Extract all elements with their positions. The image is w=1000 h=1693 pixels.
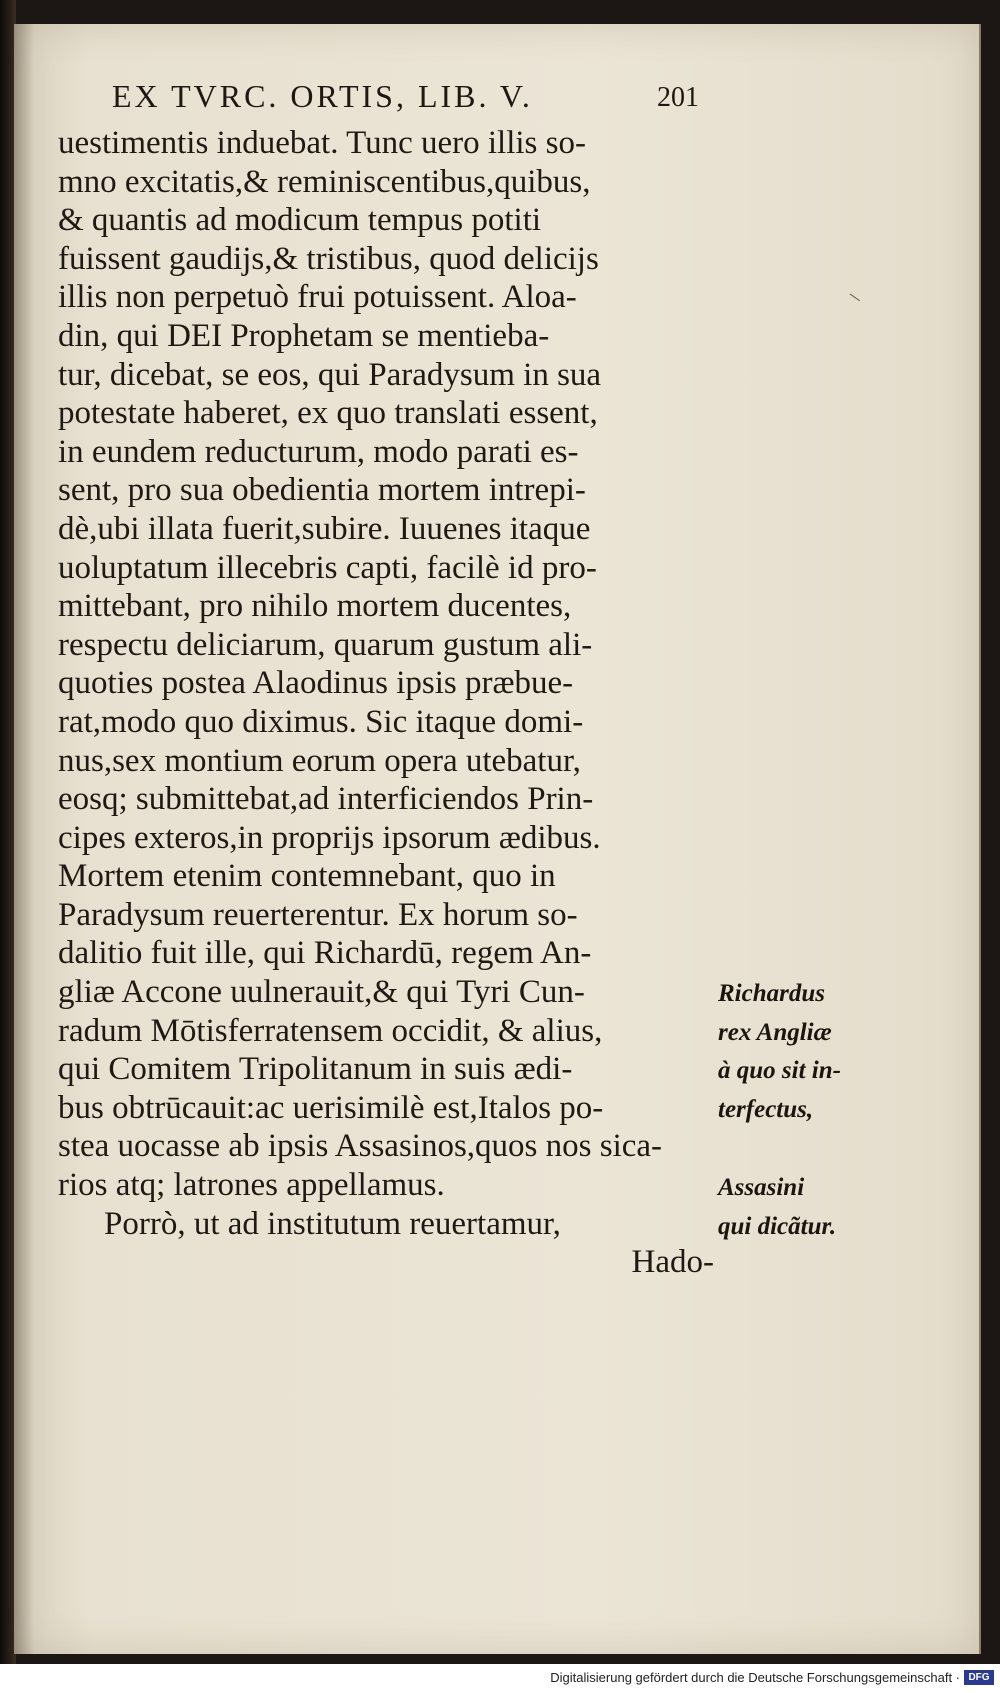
page-number: 201 [657, 82, 699, 113]
text-line: radum Mōtisferratensem occidit, & alius, [58, 1012, 603, 1049]
body-text [58, 124, 718, 1282]
dfg-logo: DFG [964, 1670, 994, 1685]
running-head: EX TVRC. ORTIS, LIB. V. [112, 78, 533, 114]
text-line: cipes exteros,in proprijs ipsorum ædibus. [58, 819, 601, 856]
text-line: uoluptatum illecebris capti, facilè id pro- [58, 549, 597, 586]
text-line: stea uocasse ab ipsis Assasinos,quos nos sica- [58, 1128, 663, 1165]
margin-notes [718, 975, 868, 1247]
margin-note-line: terfectus, [718, 1095, 814, 1123]
text-line: rat,modo quo diximus. Sic itaque domi- [58, 703, 584, 740]
text-line: quoties postea Alaodinus ipsis præbue- [58, 665, 574, 702]
text-line: bus obtrūcauit:ac uerisimilè est,Italos po- [58, 1089, 604, 1126]
text-line: uestimentis induebat. Tunc uero illis so- [58, 125, 586, 161]
text-line: sent, pro sua obedientia mortem intrepi- [58, 472, 586, 509]
text-line: din, qui DEI Prophetam se mentieba- [58, 317, 550, 354]
paragraph-start: Porrò, ut ad institutum reuertamur, [104, 1205, 561, 1242]
catchword: Hado- [631, 1244, 714, 1281]
text-line: mno excitatis,& reminiscentibus,quibus, [58, 163, 591, 200]
margin-note-gap [718, 1129, 868, 1169]
gutter-shadow [14, 24, 34, 1654]
text-line: & quantis ad modicum tempus potiti [58, 202, 542, 239]
footer-credit: Digitalisierung gefördert durch die Deutsche Forschungsgemeinschaft · [550, 1670, 960, 1685]
digitization-footer [0, 1664, 1000, 1693]
text-line: gliæ Accone uulnerauit,& qui Tyri Cun- [58, 974, 585, 1011]
page-header [112, 78, 712, 122]
text-line: respectu deliciarum, quarum gustum ali- [58, 626, 593, 663]
margin-note-line: Assasini [718, 1174, 805, 1202]
text-line: qui Comitem Tripolitanum in suis ædi- [58, 1051, 573, 1088]
text-line: Paradysum reuerterentur. Ex horum so- [58, 896, 578, 933]
margin-note-line: Richardus [718, 980, 825, 1007]
text-line: potestate haberet, ex quo translati essent, [58, 395, 598, 432]
text-line: in eundem reducturum, modo parati es- [58, 433, 579, 470]
margin-note-line: à quo sit in- [718, 1057, 841, 1085]
text-line: tur, dicebat, se eos, qui Paradysum in sua [58, 356, 602, 393]
text-line: dalitio fuit ille, qui Richardū, regem An- [58, 935, 592, 972]
text-line: fuissent gaudijs,& tristibus, quod delicijs [58, 240, 599, 277]
text-line: eosq; submittebat,ad interficiendos Prin- [58, 781, 594, 818]
text-line: Mortem etenim contemnebant, quo in [58, 858, 556, 895]
text-line: dè,ubi illata fuerit,subire. Iuuenes itaque [58, 510, 591, 547]
text-line: illis non perpetuò frui potuissent. Aloa- [58, 279, 577, 316]
margin-note-line: rex Angliæ [718, 1018, 832, 1046]
text-line: nus,sex montium eorum opera utebatur, [58, 742, 581, 779]
margin-note-line: qui dicãtur. [718, 1212, 837, 1240]
text-line: rios atq; latrones appellamus. [58, 1167, 445, 1204]
text-line: mittebant, pro nihilo mortem ducentes, [58, 588, 572, 625]
